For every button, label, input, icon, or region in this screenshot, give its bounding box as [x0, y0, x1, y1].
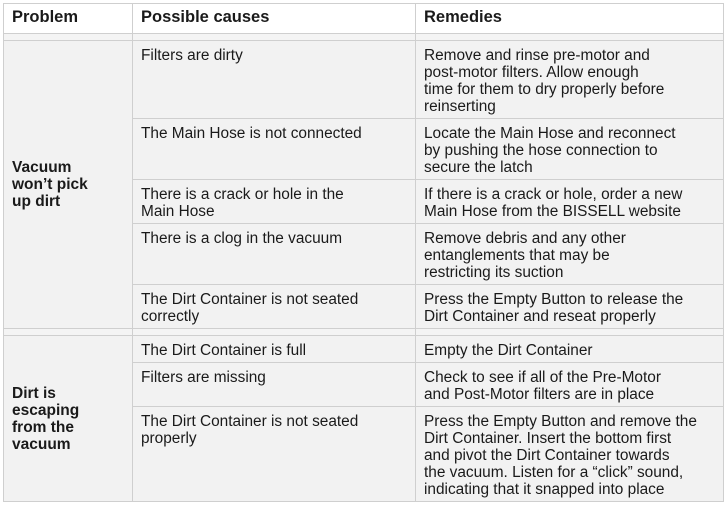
header-problem: Problem: [4, 4, 133, 34]
troubleshooting-table: [3, 3, 724, 502]
cause-line: Filters are dirty: [141, 47, 243, 64]
cause-line: There is a clog in the vacuum: [141, 230, 343, 247]
remedy-line: Remove and rinse pre-motor and: [424, 47, 650, 64]
problem-line: from the: [12, 418, 74, 436]
remedy-line: secure the latch: [424, 159, 533, 176]
remedy-line: time for them to dry properly before: [424, 81, 665, 98]
cause-line: properly: [141, 430, 197, 447]
remedy-cell: [416, 119, 724, 180]
remedy-line: post-motor filters. Allow enough: [424, 64, 639, 81]
remedy-line: Dirt Container and reseat properly: [424, 308, 656, 325]
remedy-cell: [416, 407, 724, 502]
remedy-line: Locate the Main Hose and reconnect: [424, 125, 676, 142]
remedy-line: and Post-Motor filters are in place: [424, 386, 655, 403]
remedy-line: by pushing the hose connection to: [424, 142, 658, 159]
problem-cell: [4, 41, 133, 329]
remedy-line: entanglements that may be: [424, 247, 610, 264]
remedy-line: reinserting: [424, 98, 496, 115]
remedy-line: and pivot the Dirt Container towards: [424, 447, 670, 464]
cause-line: The Dirt Container is full: [141, 342, 307, 359]
cause-line: There is a crack or hole in the: [141, 186, 344, 203]
remedy-cell: [416, 224, 724, 285]
remedy-line: Main Hose from the BISSELL website: [424, 203, 681, 220]
problem-group-no-pickup: [4, 41, 724, 329]
remedy-line: Check to see if all of the Pre-Motor: [424, 369, 661, 386]
header-remedies: Remedies: [416, 4, 724, 34]
remedy-line: If there is a crack or hole, order a new: [424, 186, 683, 203]
remedy-cell: [416, 336, 724, 363]
cause-cell: [133, 180, 416, 224]
cause-line: Filters are missing: [141, 369, 266, 386]
remedy-line: indicating that it snapped into place: [424, 481, 665, 498]
remedy-line: Press the Empty Button to release the: [424, 291, 684, 308]
cause-cell: [133, 285, 416, 329]
remedy-line: the vacuum. Listen for a “click” sound,: [424, 464, 684, 481]
cause-line: Main Hose: [141, 203, 215, 220]
cause-line: The Dirt Container is not seated: [141, 413, 359, 430]
problem-line: won’t pick: [12, 176, 88, 193]
cause-line: The Dirt Container is not seated: [141, 291, 359, 308]
remedy-line: restricting its suction: [424, 264, 564, 281]
problem-line: escaping: [12, 401, 80, 419]
problem-line: Vacuum: [12, 159, 72, 176]
remedy-line: Dirt Container. Insert the bottom first: [424, 430, 672, 447]
cause-cell: [133, 119, 416, 180]
cause-cell: [133, 363, 416, 407]
remedy-cell: [416, 285, 724, 329]
remedy-line: Empty the Dirt Container: [424, 342, 593, 359]
remedy-cell: [416, 363, 724, 407]
cause-cell: [133, 407, 416, 502]
table-row: [4, 336, 724, 363]
spacer-row: [4, 329, 724, 336]
problem-line: Dirt is: [12, 384, 56, 402]
remedy-cell: [416, 41, 724, 119]
cause-line: The Main Hose is not connected: [141, 125, 362, 142]
remedy-line: Remove debris and any other: [424, 230, 626, 247]
header-row: [4, 4, 724, 34]
cause-cell: [133, 41, 416, 119]
problem-line: vacuum: [12, 435, 71, 453]
problem-line: up dirt: [12, 193, 61, 210]
problem-group-dirt-escaping: [4, 336, 724, 502]
remedy-line: Press the Empty Button and remove the: [424, 413, 697, 430]
header-causes: Possible causes: [133, 4, 416, 34]
spacer-row: [4, 34, 724, 41]
cause-cell: [133, 224, 416, 285]
table-row: [4, 41, 724, 119]
cause-cell: [133, 336, 416, 363]
problem-cell: [4, 336, 133, 502]
cause-line: correctly: [141, 308, 200, 325]
remedy-cell: [416, 180, 724, 224]
